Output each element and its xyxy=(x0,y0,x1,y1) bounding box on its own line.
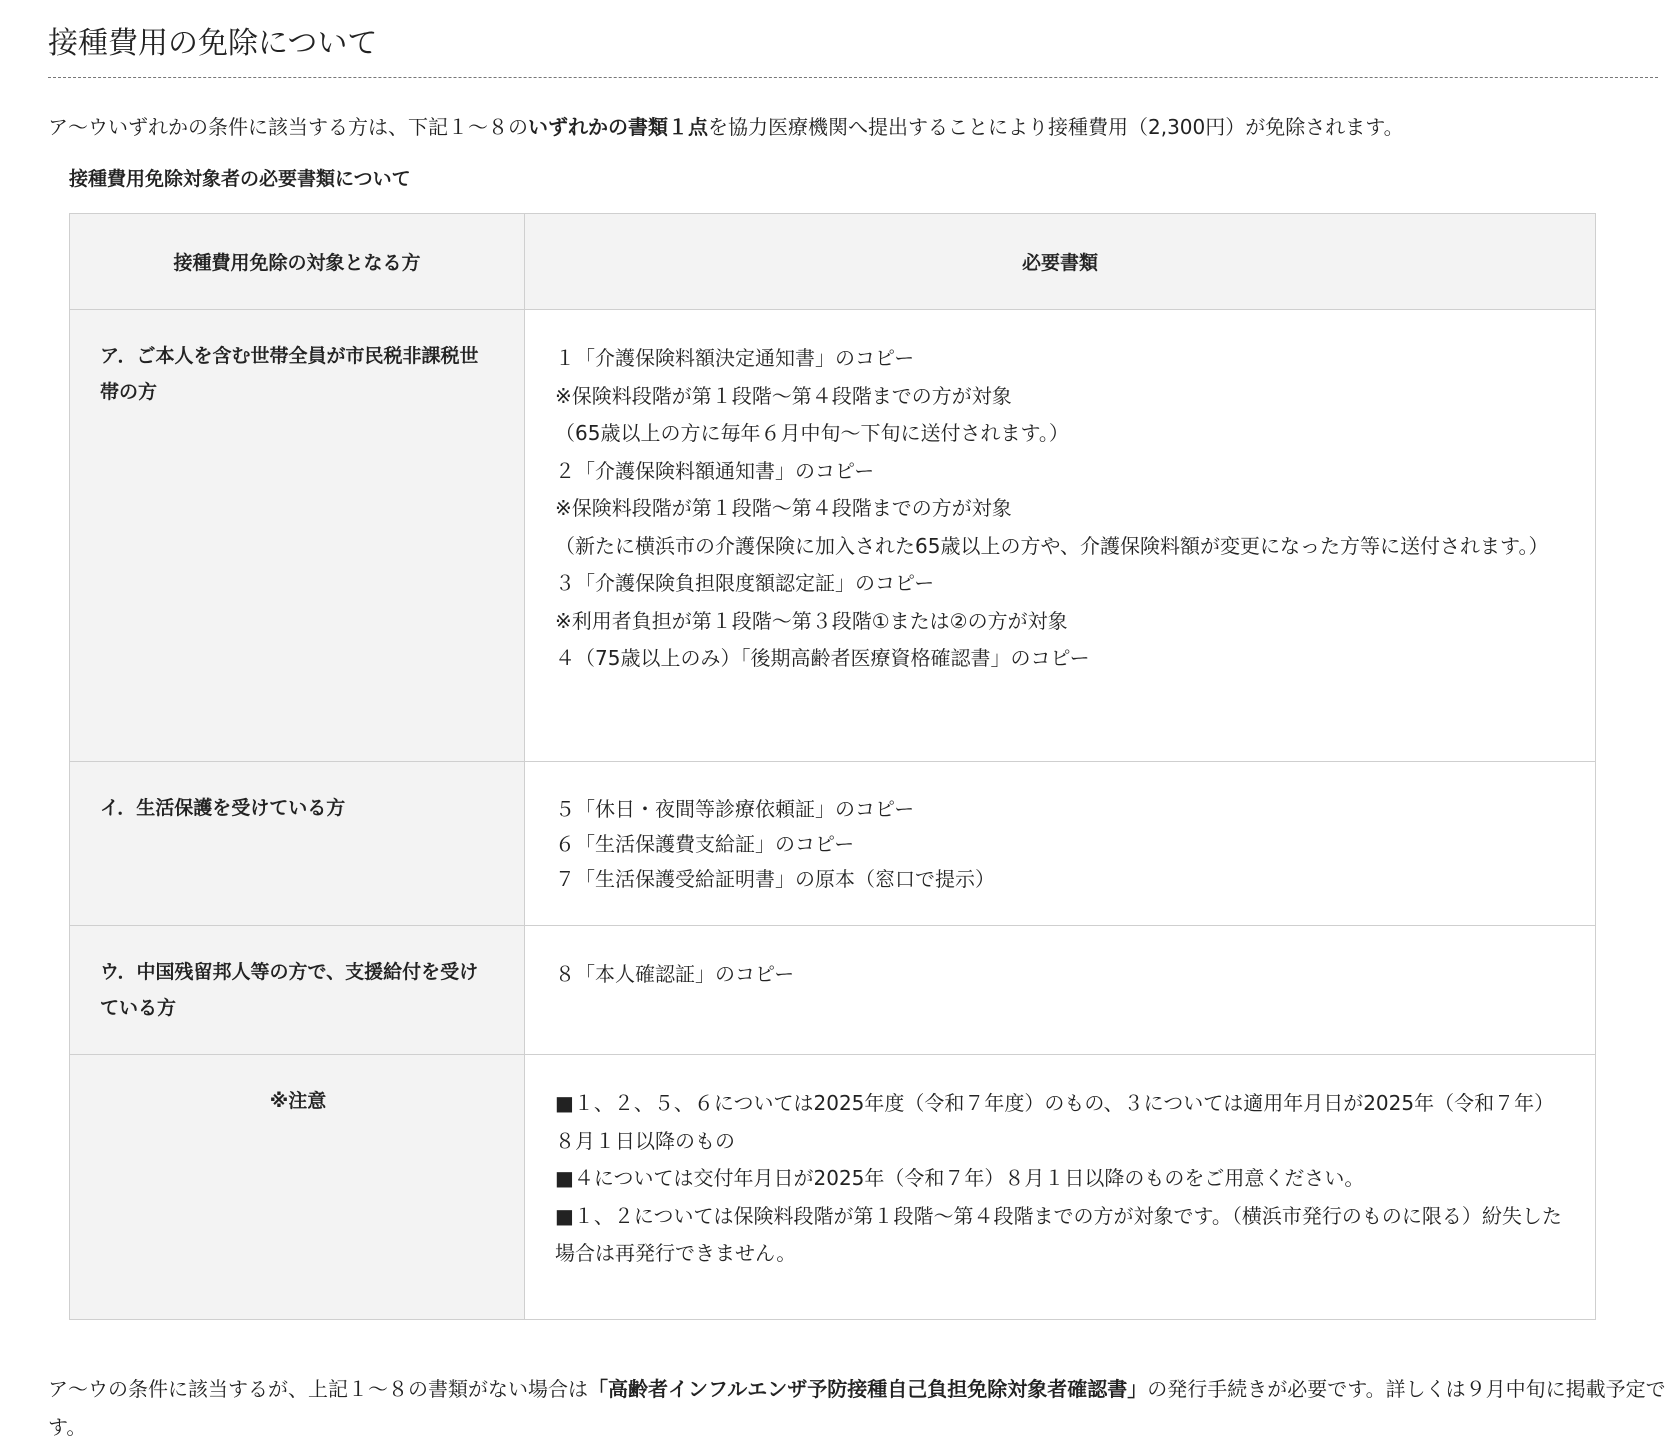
table-row xyxy=(70,1055,1596,1320)
document-line: ※保険料段階が第１段階～第４段階までの方が対象 xyxy=(555,496,1012,520)
document-line: ※保険料段階が第１段階～第４段階までの方が対象 xyxy=(555,383,1012,408)
caution-label-cell: ※注意 xyxy=(70,1055,525,1320)
table-caption: 接種費用免除対象者の必要書類について xyxy=(69,168,411,190)
document-line: ３「介護保険負担限度額認定証」のコピー xyxy=(555,571,935,595)
intro-text-before: ア～ウいずれかの条件に該当する方は、下記１～８の xyxy=(48,115,528,139)
condition-cell: イ．生活保護を受けている方 xyxy=(70,762,525,926)
document-line: １「介護保険料額決定通知書」のコピー xyxy=(555,346,915,370)
documents-cell xyxy=(525,926,1596,1055)
intro-paragraph xyxy=(48,110,1658,144)
title-divider xyxy=(48,77,1658,78)
outro-text-bold: 「高齢者インフルエンザ予防接種自己負担免除対象者確認書」 xyxy=(588,1377,1148,1401)
caution-note: ■４については交付年月日が2025年（令和７年）８月１日以降のものをご用意ください。 xyxy=(555,1166,1365,1190)
required-documents-table xyxy=(69,213,1596,1320)
caution-note: ■１、２については保険料段階が第１段階～第４段階までの方が対象です。（横浜市発行のものに限る）紛失した場合は再発行できません。 xyxy=(555,1203,1562,1265)
document-line: （65歳以上の方に毎年６月中旬～下旬に送付されます。） xyxy=(555,421,1069,445)
document-line: ６「生活保護費支給証」のコピー xyxy=(555,832,855,856)
outro-text-after: の発行手続きが必要です。詳しくは９月中旬に掲載予定です。 xyxy=(48,1377,1666,1439)
header-required-documents: 必要書類 xyxy=(525,214,1596,310)
documents-cell xyxy=(525,310,1596,762)
condition-cell: ウ．中国残留邦人等の方で、支援給付を受けている方 xyxy=(70,926,525,1055)
header-eligible-persons: 接種費用免除の対象となる方 xyxy=(70,214,525,310)
caution-notes-cell xyxy=(525,1055,1596,1320)
intro-text-after: を協力医療機関へ提出することにより接種費用（2,300円）が免除されます。 xyxy=(708,115,1404,139)
outro-paragraph xyxy=(48,1370,1668,1446)
document-line: ５「休日・夜間等診療依頼証」のコピー xyxy=(555,797,915,821)
document-line: ８「本人確認証」のコピー xyxy=(555,962,795,986)
table-header-row xyxy=(70,214,1596,310)
caution-note: ■１、２、５、６については2025年度（令和７年度）のもの、３については適用年月日が2025年（令和７年）８月１日以降のもの xyxy=(555,1091,1555,1153)
table-row xyxy=(70,926,1596,1055)
document-line: ４（75歳以上のみ）「後期高齢者医療資格確認書」のコピー xyxy=(555,646,1090,670)
outro-text-before: ア～ウの条件に該当するが、上記１～８の書類がない場合は xyxy=(48,1377,588,1401)
intro-text-bold: いずれかの書類１点 xyxy=(528,115,708,139)
document-line: （新たに横浜市の介護保険に加入された65歳以上の方や、介護保険料額が変更になった方等に送付されます。） xyxy=(555,533,1549,558)
table-row xyxy=(70,762,1596,926)
document-line: ２「介護保険料額通知書」のコピー xyxy=(555,458,875,483)
table-row xyxy=(70,310,1596,762)
page-title: 接種費用の免除について xyxy=(48,26,378,61)
document-line: ７「生活保護受給証明書」の原本（窓口で提示） xyxy=(555,867,995,891)
document-line: ※利用者負担が第１段階～第３段階①または②の方が対象 xyxy=(555,608,1068,633)
documents-cell xyxy=(525,762,1596,926)
condition-cell: ア．ご本人を含む世帯全員が市民税非課税世帯の方 xyxy=(70,310,525,762)
